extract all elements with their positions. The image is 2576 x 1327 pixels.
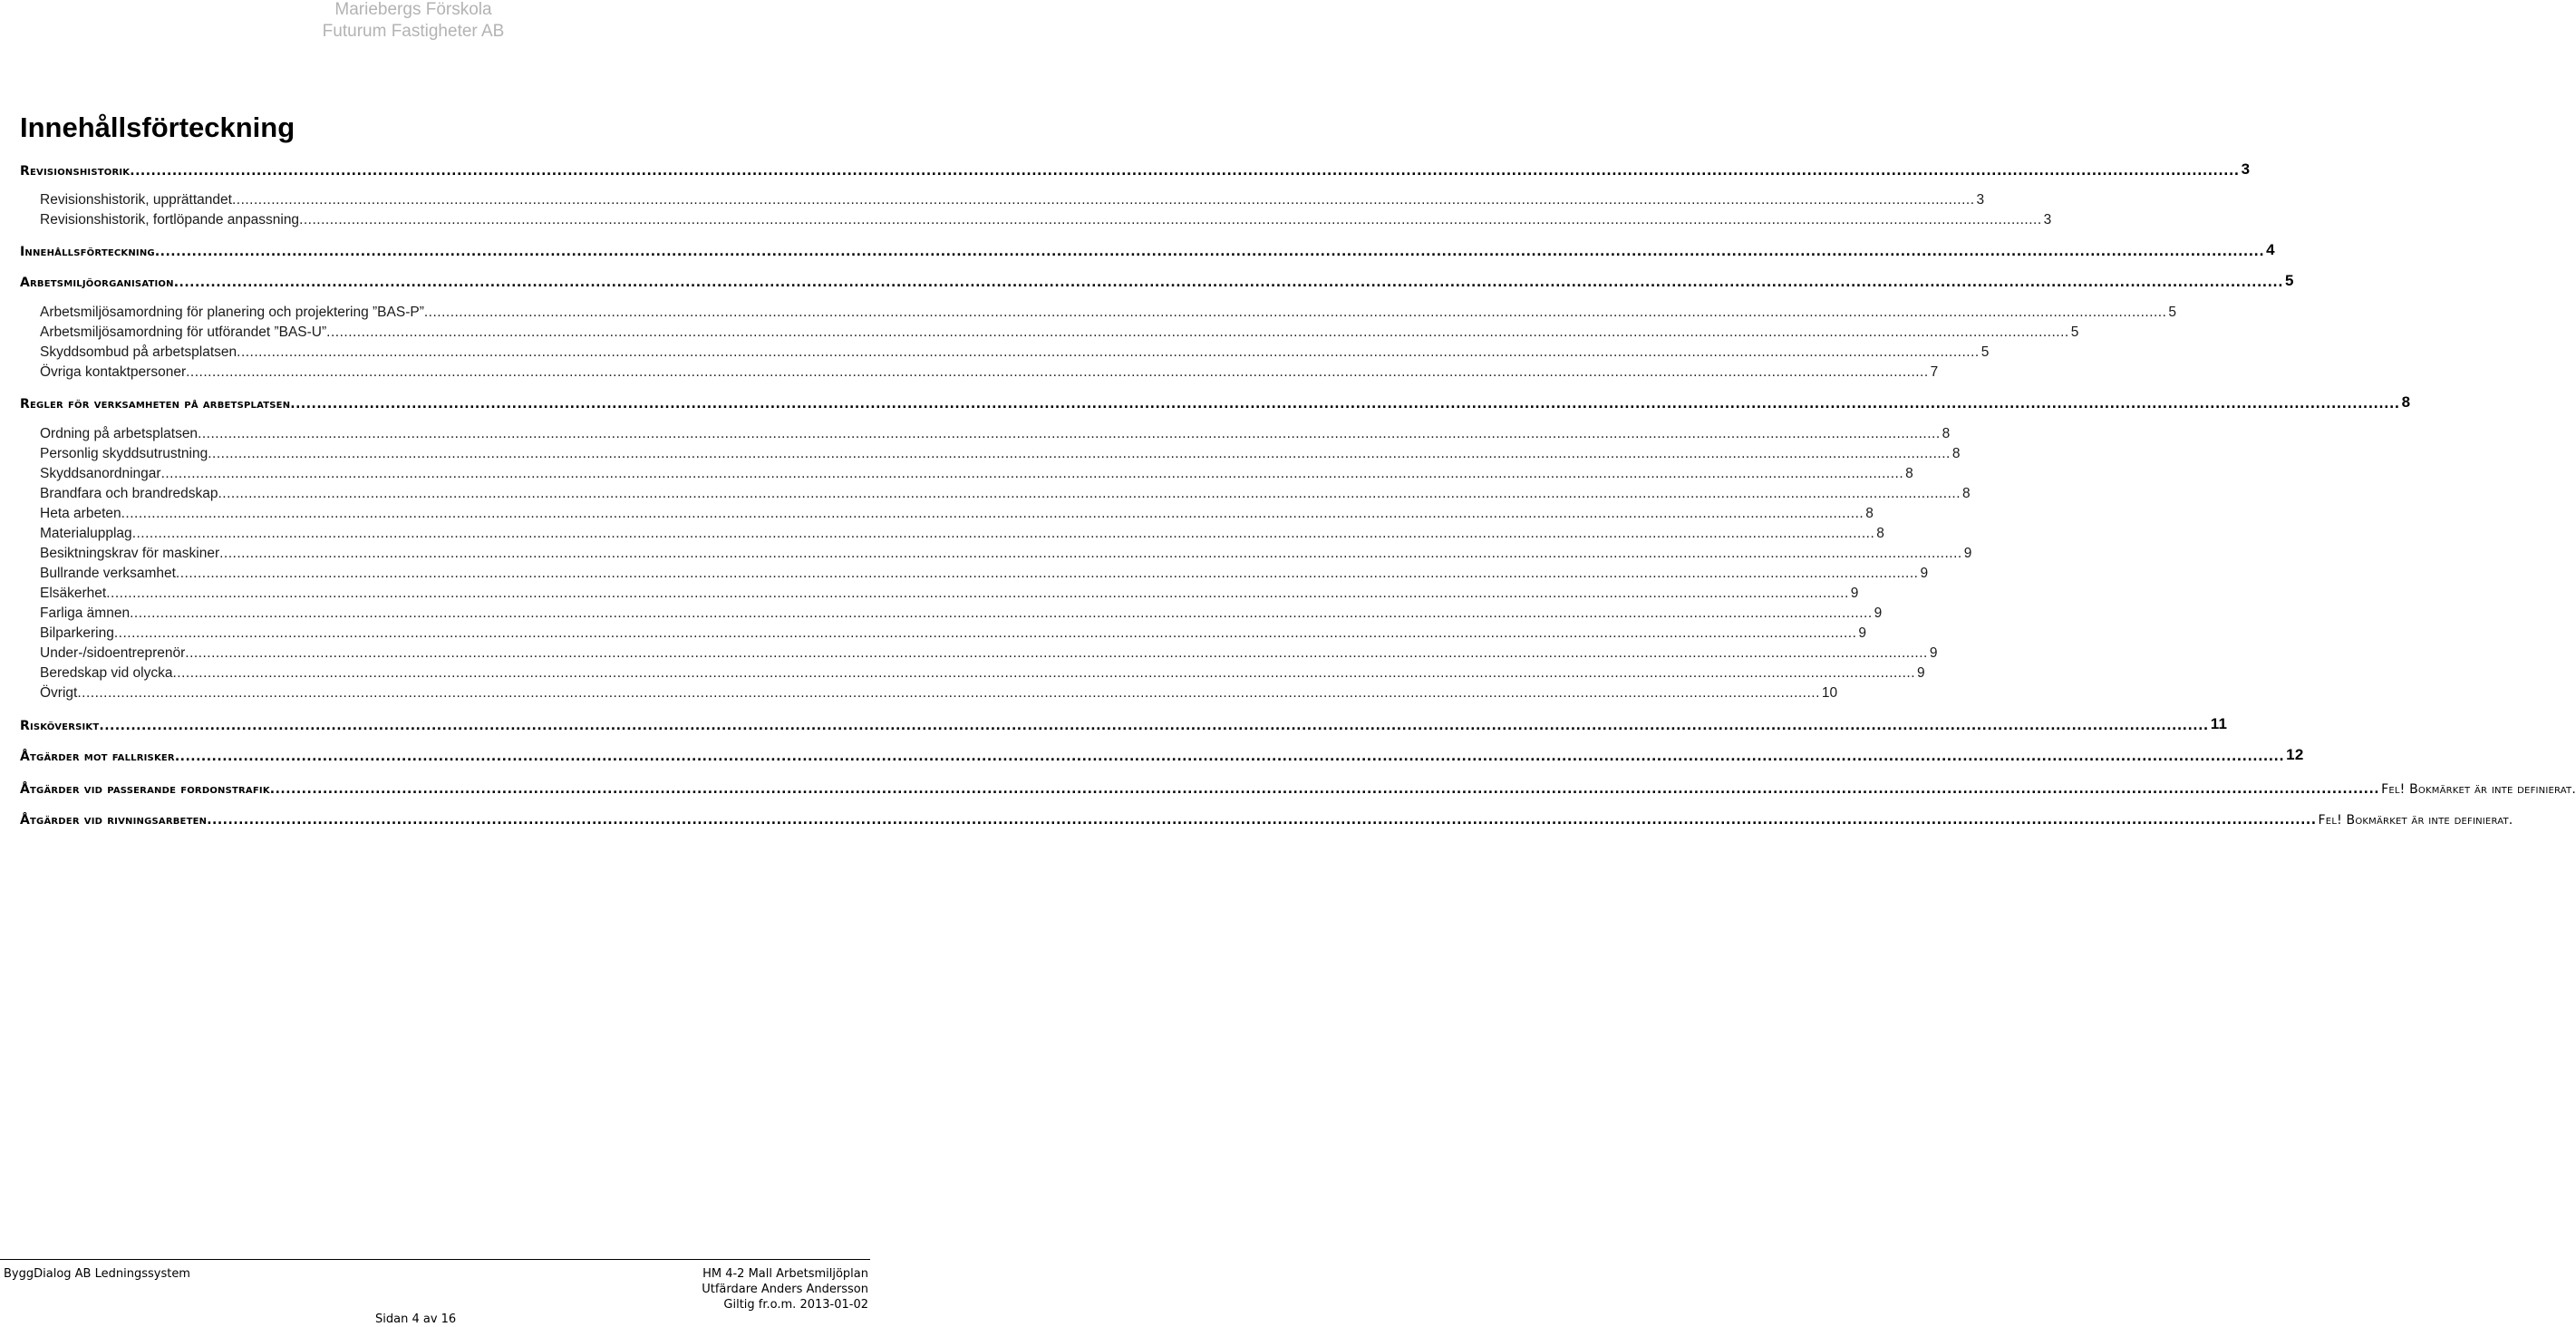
toc-entry-page: 8 xyxy=(1951,446,1961,461)
toc-entry-page: 5 xyxy=(2168,305,2177,320)
toc-entry-label: Övrigt xyxy=(40,685,78,701)
toc-entry[interactable] xyxy=(40,620,1867,642)
toc-entry-page: 8 xyxy=(2401,393,2411,411)
toc-dot-leader: ................................................................................................................................................................................................................................................................................................................................................................................................................ xyxy=(174,750,2285,764)
toc-entry-label: Risköversikt xyxy=(20,719,100,733)
toc-dot-leader: ................................................................................................................................................................................................................................................................................................................................................................................................................ xyxy=(99,719,2209,733)
toc-entry-label: Skyddsanordningar xyxy=(40,466,161,481)
toc-entry-label: Skyddsombud på arbetsplatsen xyxy=(40,344,237,360)
toc-dot-leader: ................................................................................................................................................................................................................................................................................................................................................................................................................ xyxy=(219,546,1962,561)
toc-entry-page: Fel! Bokmärket är inte definierat. xyxy=(2318,813,2513,828)
toc-entry[interactable] xyxy=(40,520,1884,542)
footer-page-number: Sidan 4 av 16 xyxy=(375,1312,457,1326)
toc-entry-label: Elsäkerhet xyxy=(40,586,107,601)
toc-dot-leader: ................................................................................................................................................................................................................................................................................................................................................................................................................ xyxy=(237,344,1980,360)
toc-entry[interactable] xyxy=(20,237,2275,259)
toc-entry[interactable] xyxy=(20,390,2411,412)
toc-dot-leader: ................................................................................................................................................................................................................................................................................................................................................................................................................ xyxy=(423,305,2167,320)
toc-dot-leader: ................................................................................................................................................................................................................................................................................................................................................................................................................ xyxy=(106,586,1849,601)
toc-entry-label: Revisionshistorik, upprättandet xyxy=(40,192,232,208)
toc-entry[interactable] xyxy=(20,712,2228,733)
toc-entry[interactable] xyxy=(40,600,1883,622)
toc-entry[interactable] xyxy=(20,775,2576,797)
toc-dot-leader: ................................................................................................................................................................................................................................................................................................................................................................................................................ xyxy=(231,192,1975,208)
toc-entry-page: 5 xyxy=(2070,324,2079,340)
toc-entry-label: Revisionshistorik xyxy=(20,164,131,179)
toc-entry-label: Bilparkering xyxy=(40,625,114,641)
toc-entry-page: 3 xyxy=(2043,212,2052,228)
toc-entry-label: Innehållsförteckning xyxy=(20,245,155,259)
toc-dot-leader: ................................................................................................................................................................................................................................................................................................................................................................................................................ xyxy=(207,813,2317,828)
toc-entry-page: 9 xyxy=(1963,546,1972,561)
toc-entry-label: Regler för verksamheten på arbetsplatsen xyxy=(20,397,291,412)
toc-entry[interactable] xyxy=(40,421,1951,442)
header-school-name: Mariebergs Förskola xyxy=(334,0,492,19)
toc-entry[interactable] xyxy=(40,299,2177,321)
toc-entry-label: Åtgärder vid rivningsarbeten xyxy=(20,813,208,828)
toc-entry-label: Personlig skyddsutrustning xyxy=(40,446,208,461)
toc-entry[interactable] xyxy=(20,157,2251,179)
footer-valid-from: Giltig fr.o.m. 2013-01-02 xyxy=(723,1298,868,1312)
toc-dot-leader: ................................................................................................................................................................................................................................................................................................................................................................................................................ xyxy=(113,625,1857,641)
toc-dot-leader: ................................................................................................................................................................................................................................................................................................................................................................................................................ xyxy=(160,466,1904,481)
toc-entry-page: 3 xyxy=(2241,160,2251,178)
toc-dot-leader: ................................................................................................................................................................................................................................................................................................................................................................................................................ xyxy=(208,446,1951,461)
toc-entry[interactable] xyxy=(40,660,1925,682)
toc-entry-label: Besiktningskrav för maskiner xyxy=(40,546,220,561)
toc-entry-page: 8 xyxy=(1942,426,1951,441)
toc-entry-page: 8 xyxy=(1905,466,1913,481)
toc-entry-label: Beredskap vid olycka xyxy=(40,665,173,681)
toc-entry[interactable] xyxy=(20,268,2294,290)
toc-dot-leader: ................................................................................................................................................................................................................................................................................................................................................................................................................ xyxy=(130,164,2240,179)
toc-entry-page: 3 xyxy=(1976,192,1985,208)
toc-entry-label: Revisionshistorik, fortlöpande anpassning xyxy=(40,212,300,228)
toc-entry-label: Arbetsmiljösamordning för utförandet ”BAS-U” xyxy=(40,324,327,340)
toc-dot-leader: ................................................................................................................................................................................................................................................................................................................................................................................................................ xyxy=(218,486,1961,501)
toc-entry-page: 8 xyxy=(1876,526,1884,541)
toc-dot-leader: ................................................................................................................................................................................................................................................................................................................................................................................................................ xyxy=(290,397,2400,412)
toc-entry-page: 9 xyxy=(1874,605,1883,621)
toc-entry[interactable] xyxy=(40,500,1874,522)
toc-entry-page: 11 xyxy=(2210,715,2228,732)
toc-dot-leader: ................................................................................................................................................................................................................................................................................................................................................................................................................ xyxy=(175,566,1919,581)
toc-dot-leader: ................................................................................................................................................................................................................................................................................................................................................................................................................ xyxy=(198,426,1941,441)
toc-entry[interactable] xyxy=(40,319,2079,341)
toc-entry-page: 5 xyxy=(1980,344,1990,360)
toc-entry-page: 12 xyxy=(2286,746,2304,763)
toc-entry[interactable] xyxy=(40,580,1859,602)
toc-entry-label: Farliga ämnen xyxy=(40,605,131,621)
toc-entry[interactable] xyxy=(40,640,1938,662)
toc-entry-page: 9 xyxy=(1920,566,1929,581)
toc-entry-page: 5 xyxy=(2285,272,2294,289)
toc-entry[interactable] xyxy=(40,540,1972,562)
toc-entry-page: 4 xyxy=(2266,241,2275,258)
toc-dot-leader: ................................................................................................................................................................................................................................................................................................................................................................................................................ xyxy=(121,506,1864,521)
footer-system-name: ByggDialog AB Ledningssystem xyxy=(4,1267,190,1281)
toc-dot-leader: ................................................................................................................................................................................................................................................................................................................................................................................................................ xyxy=(186,364,1929,380)
toc-dot-leader: ................................................................................................................................................................................................................................................................................................................................................................................................................ xyxy=(299,212,2042,228)
toc-entry-label: Bullrande verksamhet xyxy=(40,566,176,581)
toc-entry[interactable] xyxy=(40,359,1939,381)
toc-entry-label: Heta arbeten xyxy=(40,506,121,521)
page-title: Innehållsförteckning xyxy=(20,111,295,143)
toc-entry-label: Åtgärder vid passerande fordonstrafik xyxy=(20,782,270,797)
toc-dot-leader: ................................................................................................................................................................................................................................................................................................................................................................................................................ xyxy=(185,645,1928,661)
toc-dot-leader: ................................................................................................................................................................................................................................................................................................................................................................................................................ xyxy=(326,324,2069,340)
toc-entry-page: 9 xyxy=(1850,586,1859,601)
toc-entry-page: 8 xyxy=(1865,506,1874,521)
toc-entry-label: Åtgärder mot fallrisker xyxy=(20,750,175,764)
toc-entry[interactable] xyxy=(40,187,1985,208)
toc-entry[interactable] xyxy=(40,480,1971,502)
toc-dot-leader: ................................................................................................................................................................................................................................................................................................................................................................................................................ xyxy=(154,245,2265,259)
toc-dot-leader: ................................................................................................................................................................................................................................................................................................................................................................................................................ xyxy=(173,276,2284,290)
toc-entry-page: 9 xyxy=(1929,645,1938,661)
toc-entry-label: Materialupplag xyxy=(40,526,132,541)
toc-entry[interactable] xyxy=(20,806,2513,828)
toc-dot-leader: ................................................................................................................................................................................................................................................................................................................................................................................................................ xyxy=(269,782,2380,797)
toc-entry-page: Fel! Bokmärket är inte definierat. xyxy=(2381,782,2576,797)
toc-entry-page: 10 xyxy=(1821,685,1838,701)
toc-entry-label: Arbetsmiljösamordning för planering och projektering ”BAS-P” xyxy=(40,305,424,320)
footer-issuer: Utfärdare Anders Andersson xyxy=(702,1283,868,1296)
toc-dot-leader: ................................................................................................................................................................................................................................................................................................................................................................................................................ xyxy=(172,665,1916,681)
toc-entry[interactable] xyxy=(40,339,1990,361)
toc-entry[interactable] xyxy=(40,441,1961,462)
toc-entry-page: 9 xyxy=(1917,665,1925,681)
footer-divider xyxy=(0,1259,870,1260)
toc-dot-leader: ................................................................................................................................................................................................................................................................................................................................................................................................................ xyxy=(131,526,1875,541)
toc-entry[interactable] xyxy=(40,560,1929,582)
toc-entry-label: Övriga kontaktpersoner xyxy=(40,364,187,380)
toc-entry-label: Brandfara och brandredskap xyxy=(40,486,218,501)
toc-entry-label: Arbetsmiljöorganisation xyxy=(20,276,174,290)
toc-dot-leader: ................................................................................................................................................................................................................................................................................................................................................................................................................ xyxy=(130,605,1873,621)
toc-dot-leader: ................................................................................................................................................................................................................................................................................................................................................................................................................ xyxy=(77,685,1820,701)
header-company-name: Futurum Fastigheter AB xyxy=(322,22,505,41)
toc-entry[interactable] xyxy=(40,207,2052,228)
toc-entry-label: Under-/sidoentreprenör xyxy=(40,645,186,661)
footer-document-id: HM 4-2 Mall Arbetsmiljöplan xyxy=(702,1267,868,1281)
toc-entry[interactable] xyxy=(40,680,1838,702)
toc-entry[interactable] xyxy=(20,742,2304,764)
toc-entry-page: 8 xyxy=(1962,486,1971,501)
toc-entry-page: 9 xyxy=(1858,625,1867,641)
toc-entry[interactable] xyxy=(40,460,1913,482)
toc-entry-page: 7 xyxy=(1930,364,1939,380)
toc-entry-label: Ordning på arbetsplatsen xyxy=(40,426,199,441)
